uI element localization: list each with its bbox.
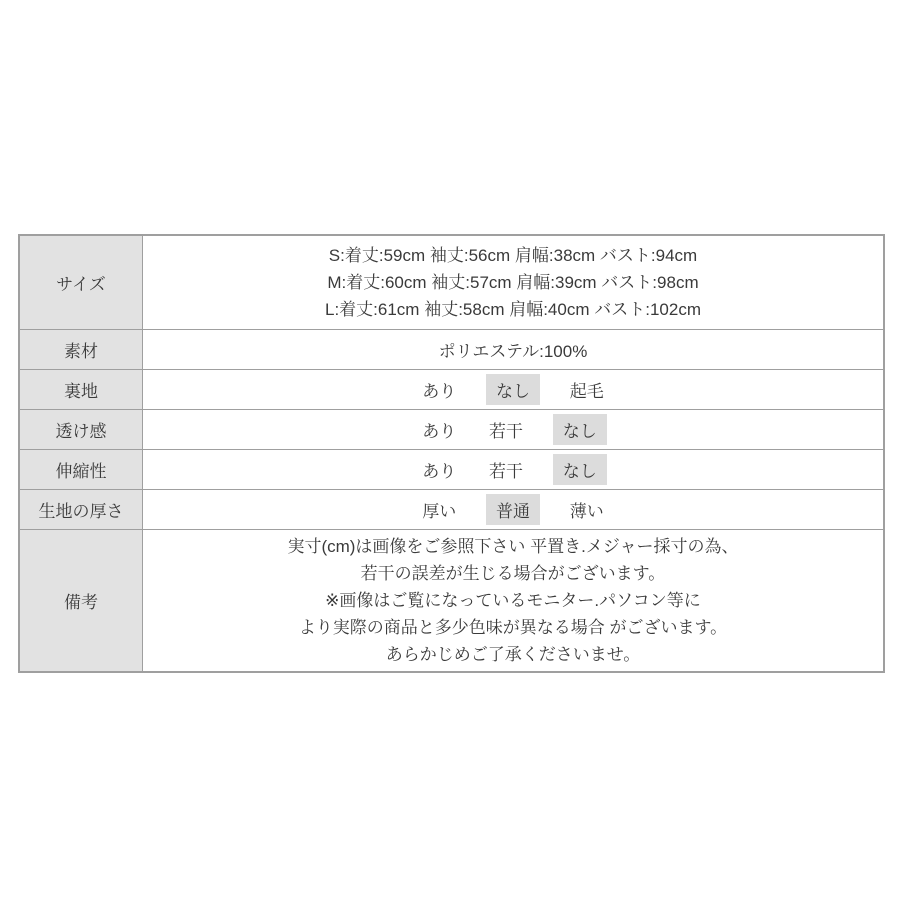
option-thick-usui: 薄い — [569, 501, 604, 521]
table-row-size — [19, 235, 884, 329]
row-header-sheerness: 透け感 — [19, 409, 143, 449]
note-line-1: 実寸(cm)は画像をご参照下さい 平置き.メジャー採寸の為、 — [287, 536, 739, 556]
row-value-size — [143, 235, 885, 329]
option-stretch-jakkan: 若干 — [489, 461, 523, 481]
option-lining-kimo: 起毛 — [569, 381, 604, 401]
row-value-material — [143, 329, 885, 369]
note-line-2: 若干の誤差が生じる場合がございます。 — [360, 563, 666, 583]
row-header-thickness: 生地の厚さ — [19, 489, 143, 529]
row-value-notes — [143, 529, 885, 672]
option-lining-nashi-selected: なし — [486, 374, 540, 405]
table-row-notes — [19, 529, 884, 672]
size-line-m: M:着丈:60cm 袖丈:57cm 肩幅:39cm バスト:98cm — [327, 272, 699, 292]
row-header-material: 素材 — [19, 329, 143, 369]
option-sheer-ari: あり — [422, 421, 457, 441]
row-header-size: サイズ — [19, 235, 143, 329]
table-row-lining — [19, 369, 884, 409]
row-value-thickness — [143, 489, 885, 529]
thickness-options — [143, 494, 883, 525]
note-line-4: より実際の商品と多少色味が異なる場合 がございます。 — [298, 617, 728, 637]
sheerness-options — [143, 414, 883, 445]
size-line-s: S:着丈:59cm 袖丈:56cm 肩幅:38cm バスト:94cm — [328, 245, 698, 265]
lining-options — [143, 374, 883, 405]
stretch-options — [143, 454, 883, 485]
table-row-material — [19, 329, 884, 369]
row-value-sheerness — [143, 409, 885, 449]
note-line-5: あらかじめご了承くださいませ。 — [385, 644, 641, 664]
option-thick-futsuu-selected: 普通 — [486, 494, 540, 525]
row-header-lining: 裏地 — [19, 369, 143, 409]
row-header-stretch: 伸縮性 — [19, 449, 143, 489]
table-row-stretch — [19, 449, 884, 489]
option-stretch-nashi-selected: なし — [553, 454, 607, 485]
row-value-stretch — [143, 449, 885, 489]
table-row-thickness — [19, 489, 884, 529]
option-sheer-jakkan: 若干 — [489, 421, 523, 441]
option-stretch-ari: あり — [422, 461, 457, 481]
row-value-lining — [143, 369, 885, 409]
option-thick-atsui: 厚い — [422, 501, 457, 521]
product-spec-table — [18, 234, 885, 673]
row-header-notes: 備考 — [19, 529, 143, 672]
option-sheer-nashi-selected: なし — [553, 414, 607, 445]
size-line-l: L:着丈:61cm 袖丈:58cm 肩幅:40cm バスト:102cm — [325, 299, 701, 319]
note-line-3: ※画像はご覧になっているモニター.パソコン等に — [325, 590, 701, 610]
material-text: ポリエステル:100% — [438, 341, 588, 361]
table-row-sheerness — [19, 409, 884, 449]
option-lining-ari: あり — [422, 381, 457, 401]
